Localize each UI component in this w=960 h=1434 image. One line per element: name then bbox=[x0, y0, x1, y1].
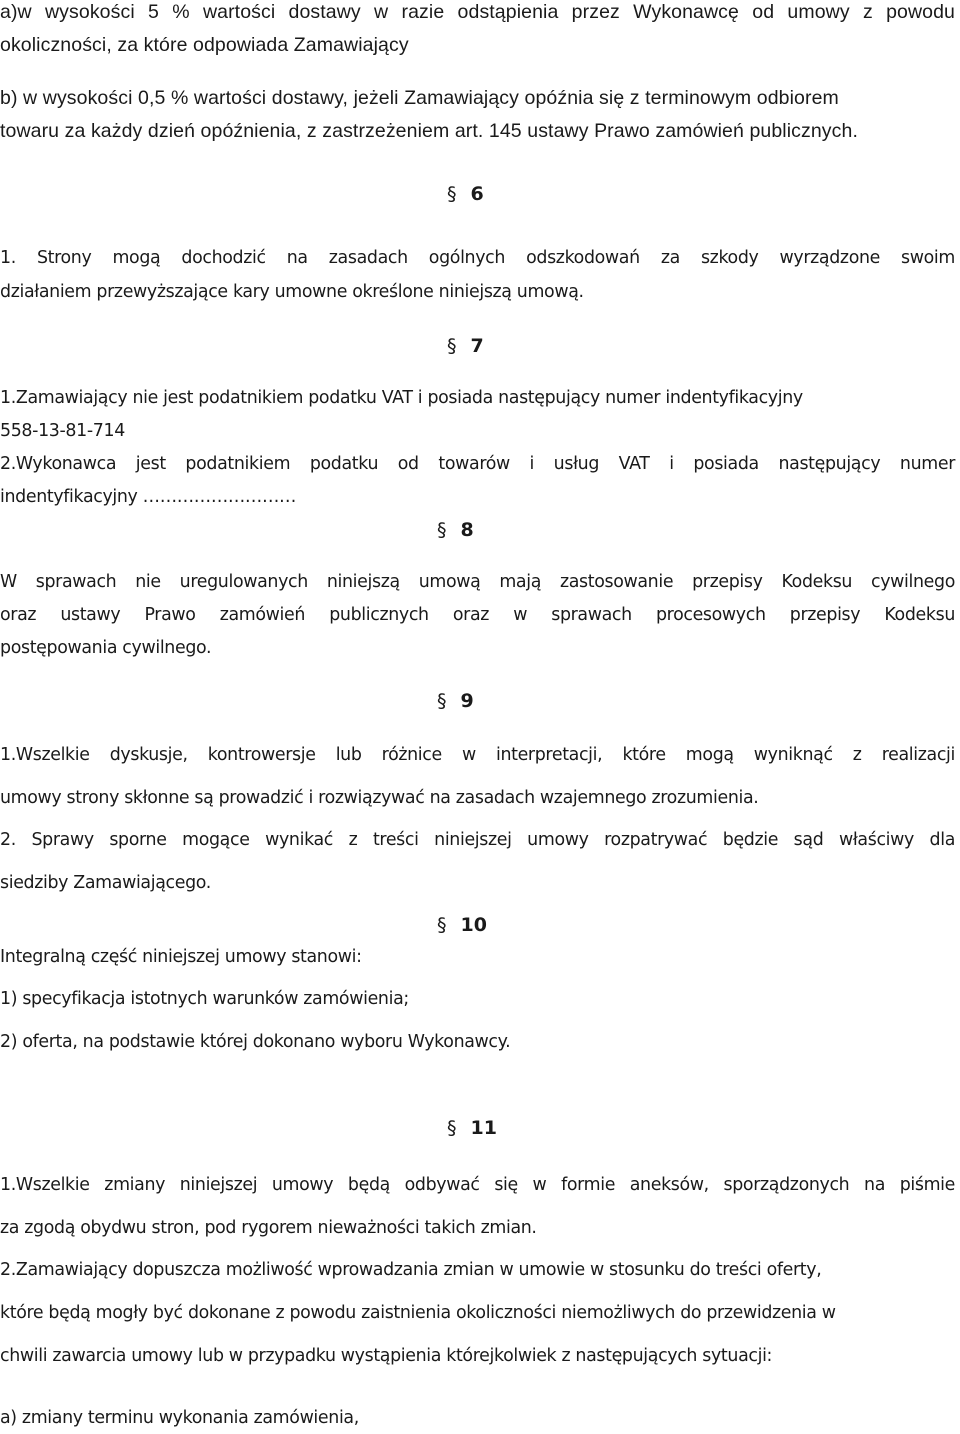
section-11-p2-line-3: chwili zawarcia umowy lub w przypadku wystąpienia którejkolwiek z następujących sytuacji: bbox=[0, 1346, 773, 1366]
section-10-item-2: 2) oferta, na podstawie której dokonano wyboru Wykonawcy. bbox=[0, 1032, 511, 1052]
section-10-item-1: 1) specyfikacja istotnych warunków zamówienia; bbox=[0, 989, 409, 1009]
section-11-p1-line-1: 1.Wszelkie zmiany niniejszej umowy będą odbywać się w formie aneksów, sporządzonych na piśmie bbox=[0, 1175, 955, 1195]
section-10-heading bbox=[437, 916, 487, 935]
section-7-heading bbox=[447, 337, 484, 356]
section-9-p1-line-2: umowy strony skłonne są prowadzić i rozwiązywać na zasadach wzajemnego zrozumienia. bbox=[0, 788, 759, 808]
section-11-item-a: a) zmiany terminu wykonania zamówienia, bbox=[0, 1408, 359, 1428]
section-8-p1-line-3: postępowania cywilnego. bbox=[0, 638, 212, 658]
section-11-p1-line-2: za zgodą obydwu stron, pod rygorem nieważności takich zmian. bbox=[0, 1218, 537, 1238]
section-10-intro: Integralną część niniejszej umowy stanowi: bbox=[0, 947, 362, 967]
paragraph-a-line-1: a)w wysokości 5 % wartości dostawy w razie odstąpienia przez Wykonawcę od umowy z powodu bbox=[0, 1, 955, 23]
section-11-p2-line-1: 2.Zamawiający dopuszcza możliwość wprowadzania zmian w umowie w stosunku do treści oferty, bbox=[0, 1260, 822, 1280]
section-number: 6 bbox=[470, 183, 484, 205]
section-symbol: § bbox=[437, 914, 447, 936]
section-number: 7 bbox=[470, 335, 484, 357]
section-6-p1-line-1: 1. Strony mogą dochodzić na zasadach ogólnych odszkodowań za szkody wyrządzone swoim bbox=[0, 248, 955, 268]
section-7-p1-line-2: 558-13-81-714 bbox=[0, 421, 125, 441]
section-symbol: § bbox=[437, 519, 447, 541]
section-symbol: § bbox=[447, 1117, 457, 1139]
section-symbol: § bbox=[437, 690, 447, 712]
section-number: 10 bbox=[460, 914, 487, 936]
section-9-heading bbox=[437, 692, 474, 711]
section-9-p2-line-2: siedziby Zamawiającego. bbox=[0, 873, 211, 893]
paragraph-a-line-2: okoliczności, za które odpowiada Zamawiający bbox=[0, 34, 409, 56]
section-8-p1-line-2: oraz ustawy Prawo zamówień publicznych oraz w sprawach procesowych przepisy Kodeksu bbox=[0, 605, 955, 625]
section-8-p1-line-1: W sprawach nie uregulowanych niniejszą umową mają zastosowanie przepisy Kodeksu cywilnego bbox=[0, 572, 955, 592]
section-7-p1-line-1: 1.Zamawiający nie jest podatnikiem podatku VAT i posiada następujący numer indentyfikacyjny bbox=[0, 388, 803, 408]
section-9-p2-line-1: 2. Sprawy sporne mogące wynikać z treści niniejszej umowy rozpatrywać będzie sąd właściwy dla bbox=[0, 830, 955, 850]
section-7-p2-line-2: indentyfikacyjny ……………………… bbox=[0, 487, 297, 507]
section-7-p2-line-1: 2.Wykonawca jest podatnikiem podatku od towarów i usług VAT i posiada następujący numer bbox=[0, 454, 955, 474]
section-6-heading bbox=[447, 185, 484, 204]
section-8-heading bbox=[437, 521, 474, 540]
section-11-heading bbox=[447, 1119, 497, 1138]
section-number: 9 bbox=[460, 690, 474, 712]
section-6-p1-line-2: działaniem przewyższające kary umowne określone niniejszą umową. bbox=[0, 282, 584, 302]
section-number: 11 bbox=[470, 1117, 497, 1139]
section-9-p1-line-1: 1.Wszelkie dyskusje, kontrowersje lub różnice w interpretacji, które mogą wyniknąć z realizacji bbox=[0, 745, 955, 765]
section-symbol: § bbox=[447, 335, 457, 357]
paragraph-b-line-1: b) w wysokości 0,5 % wartości dostawy, jeżeli Zamawiający opóźnia się z terminowym odbiorem bbox=[0, 87, 839, 109]
section-number: 8 bbox=[460, 519, 474, 541]
paragraph-b-line-2: towaru za każdy dzień opóźnienia, z zastrzeżeniem art. 145 ustawy Prawo zamówień publicznych. bbox=[0, 120, 858, 142]
section-symbol: § bbox=[447, 183, 457, 205]
section-11-p2-line-2: które będą mogły być dokonane z powodu zaistnienia okoliczności niemożliwych do przewidzenia w bbox=[0, 1303, 836, 1323]
